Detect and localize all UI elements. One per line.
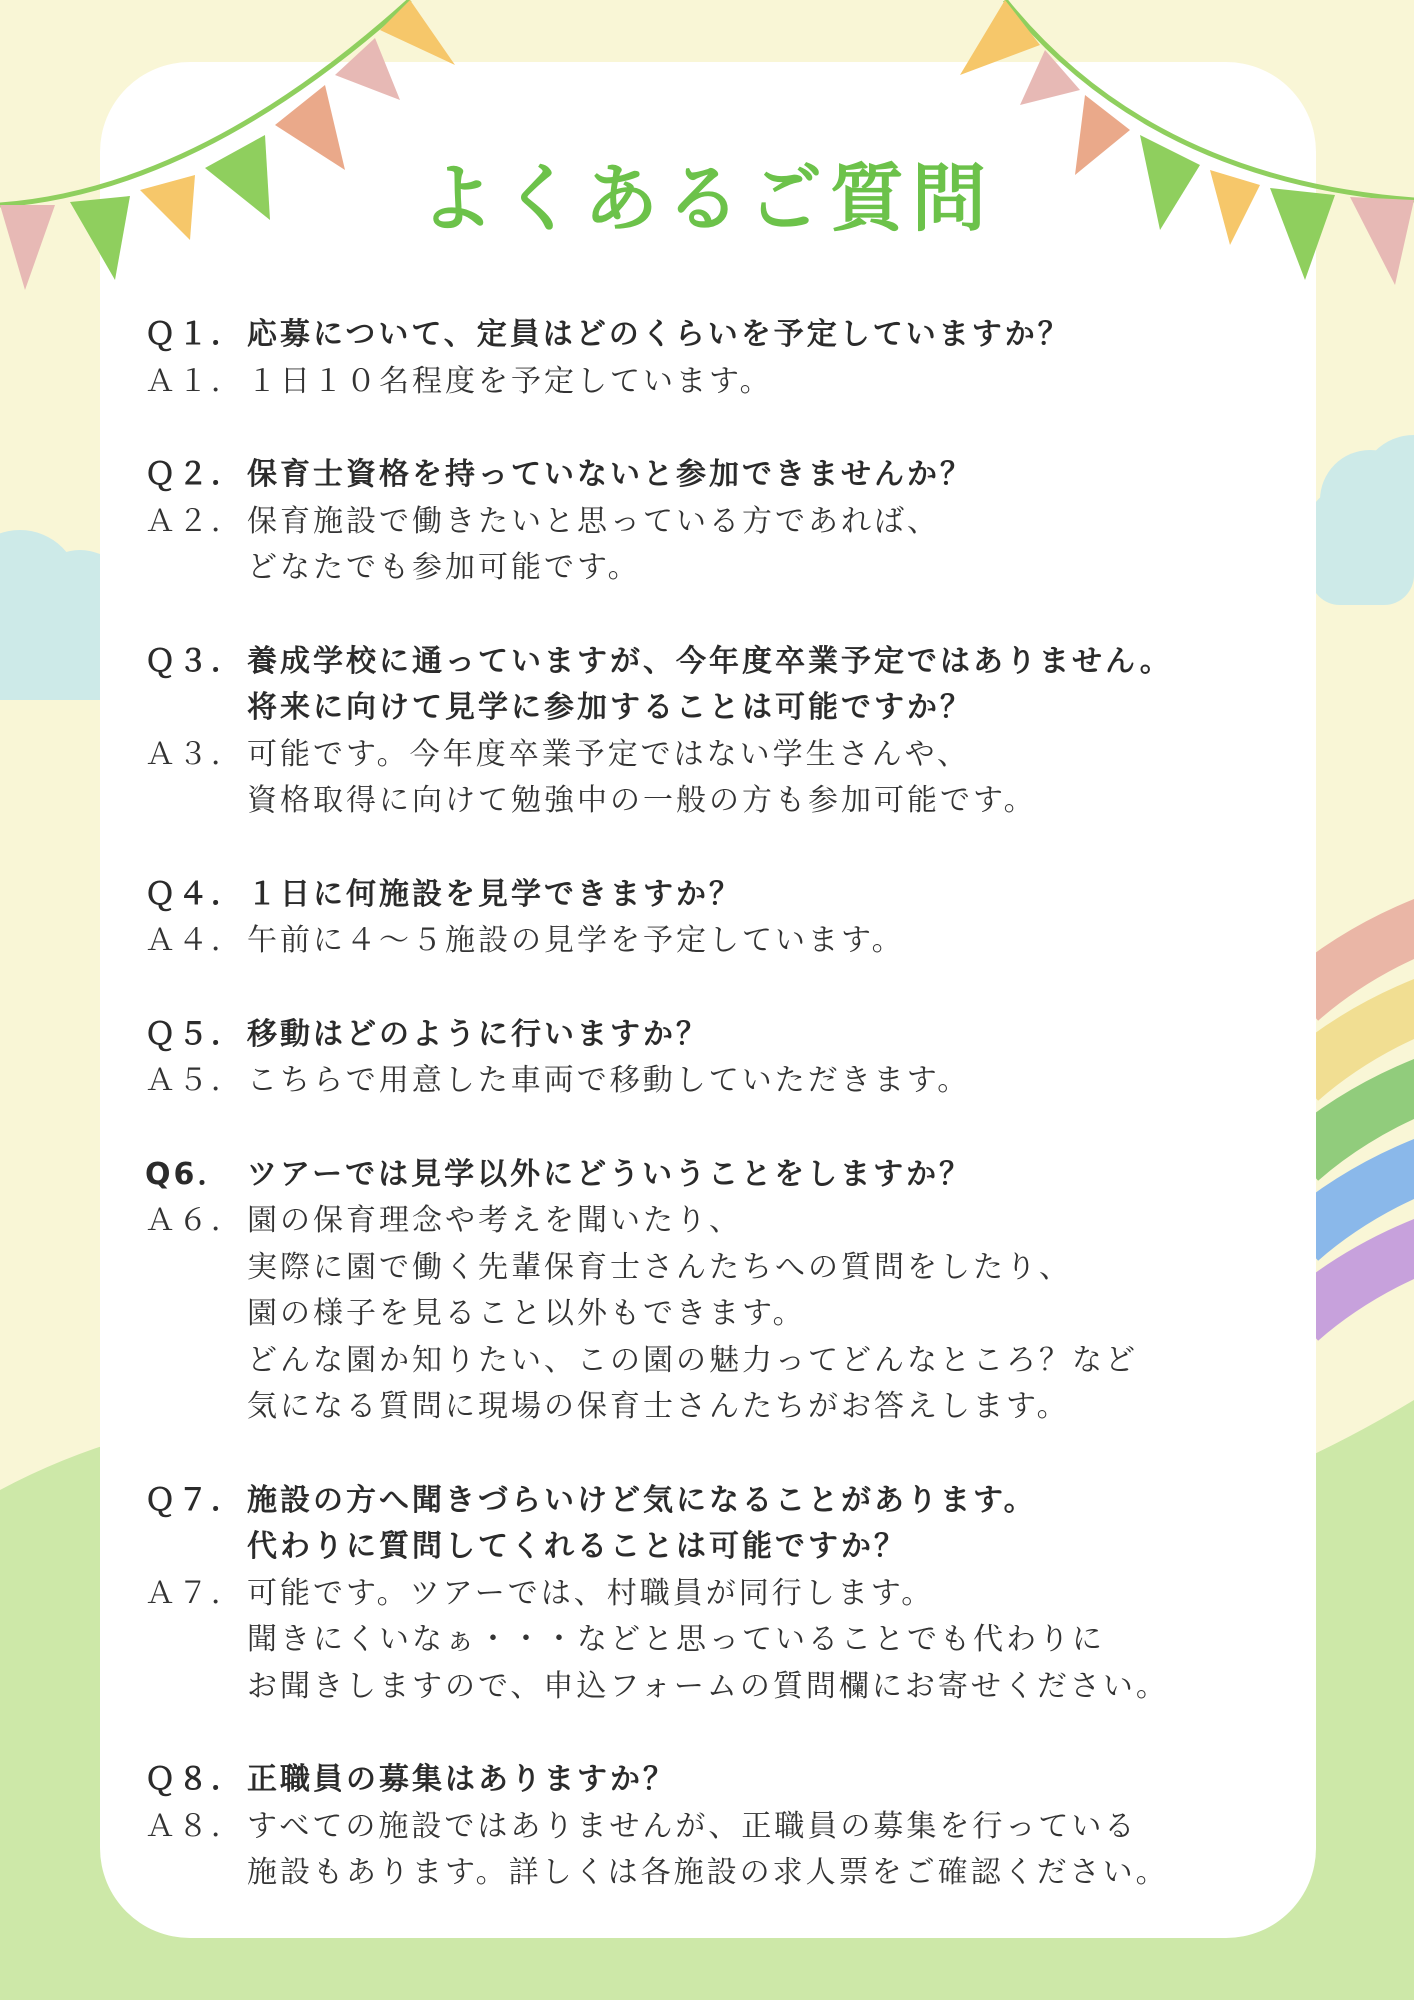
answer-label — [145, 1245, 247, 1292]
answer-line — [145, 1058, 1265, 1105]
answer-text: お聞きしますので、申込フォームの質問欄にお寄せください。 — [247, 1668, 1169, 1704]
answer-line — [145, 1338, 1265, 1385]
answer-line — [145, 545, 1265, 592]
question-line — [145, 1478, 1265, 1525]
answer-text: 聞きにくいなぁ・・・などと思っていることでも代わりに — [247, 1622, 1105, 1657]
faq-item — [145, 312, 1265, 405]
answer-line — [145, 1384, 1265, 1431]
faq-item — [145, 452, 1265, 592]
answer-line — [145, 1664, 1265, 1711]
question-label: Ｑ３． — [145, 643, 244, 679]
answer-line — [145, 1291, 1265, 1338]
question-text: 施設の方へ聞きづらいけど気になることがあります。 — [247, 1482, 1037, 1518]
answer-text: 資格取得に向けて勉強中の一般の方も参加可能です。 — [247, 783, 1037, 818]
answer-label — [145, 1384, 247, 1431]
question-label: Ｑ７． — [145, 1482, 244, 1518]
answer-line — [145, 1571, 1265, 1618]
answer-text: 気になる質問に現場の保育士さんたちがお答えします。 — [247, 1389, 1070, 1424]
question-text: 代わりに質問してくれることは可能ですか？ — [247, 1529, 907, 1564]
answer-text: 可能です。今年度卒業予定ではない学生さんや、 — [247, 736, 970, 772]
answer-text: 施設もあります。詳しくは各施設の求人票をご確認ください。 — [247, 1855, 1169, 1890]
question-text: 正職員の募集はありますか？ — [247, 1762, 676, 1797]
answer-line — [145, 1617, 1265, 1664]
answer-text: 実際に園で働く先輩保育士さんたちへの質問をしたり、 — [247, 1249, 1072, 1285]
question-text: 将来に向けて見学に参加することは可能ですか？ — [247, 690, 973, 725]
answer-line — [145, 1850, 1265, 1897]
answer-text: どなたでも参加可能です。 — [247, 550, 641, 585]
question-label — [145, 685, 247, 732]
answer-label — [145, 1617, 247, 1664]
question-text: ツアーでは見学以外にどういうことをしますか？ — [247, 1156, 973, 1192]
answer-label — [145, 778, 247, 825]
question-label — [145, 1524, 247, 1571]
answer-label: Ａ４． — [145, 923, 244, 958]
answer-line — [145, 732, 1265, 779]
question-label: Ｑ４． — [145, 876, 244, 912]
rainbow — [1300, 900, 1414, 1320]
question-line — [145, 1152, 1265, 1199]
answer-label — [145, 1291, 247, 1338]
answer-label: Ａ８． — [145, 1808, 244, 1844]
answer-label: Ａ７． — [145, 1575, 244, 1611]
answer-text: すべての施設ではありませんが、正職員の募集を行っている — [247, 1808, 1138, 1844]
answer-text: 園の様子を見ること以外もできます。 — [247, 1296, 806, 1331]
answer-text: どんな園か知りたい、この園の魅力ってどんなところ？など — [247, 1342, 1138, 1378]
answer-label — [145, 1338, 247, 1385]
question-line — [145, 452, 1265, 499]
answer-text: こちらで用意した車両で移動していただきます。 — [247, 1063, 971, 1098]
question-label: Ｑ５． — [145, 1016, 244, 1052]
question-label: Ｑ８． — [145, 1762, 244, 1797]
answer-text: 午前に４～５施設の見学を予定しています。 — [247, 923, 905, 958]
question-text: １日に何施設を見学できますか？ — [247, 876, 742, 912]
answer-label: Ａ６． — [145, 1203, 244, 1238]
answer-line — [145, 1245, 1265, 1292]
faq-item — [145, 1012, 1265, 1105]
answer-label — [145, 545, 247, 592]
answer-text: 保育施設で働きたいと思っている方であれば、 — [247, 503, 940, 539]
answer-text: 可能です。ツアーでは、村職員が同行します。 — [247, 1575, 935, 1611]
question-label: Ｑ１． — [145, 317, 244, 352]
answer-label: Ａ１． — [145, 363, 244, 399]
answer-line — [145, 359, 1265, 406]
question-line — [145, 685, 1265, 732]
answer-label: Ａ５． — [145, 1063, 244, 1098]
answer-label: Ａ２． — [145, 503, 244, 539]
answer-line — [145, 778, 1265, 825]
faq-item — [145, 1152, 1265, 1431]
answer-label — [145, 1850, 247, 1897]
answer-text: １日１０名程度を予定しています。 — [247, 363, 773, 399]
question-line — [145, 312, 1265, 359]
question-text: 保育士資格を持っていないと参加できませんか？ — [247, 457, 973, 492]
answer-label: Ａ３． — [145, 736, 244, 772]
right-cloud — [1310, 435, 1414, 605]
answer-line — [145, 918, 1265, 965]
answer-line — [145, 1198, 1265, 1245]
question-text: 移動はどのように行いますか？ — [247, 1016, 709, 1052]
question-line — [145, 1012, 1265, 1059]
question-line — [145, 639, 1265, 686]
faq-item — [145, 639, 1265, 825]
answer-text: 園の保育理念や考えを聞いたり、 — [247, 1203, 742, 1238]
faq-item — [145, 1757, 1265, 1897]
faq-list — [145, 312, 1265, 1944]
question-line — [145, 872, 1265, 919]
answer-label — [145, 1664, 247, 1711]
question-label: Ｑ２． — [145, 457, 244, 492]
faq-item — [145, 1478, 1265, 1711]
answer-line — [145, 499, 1265, 546]
question-line — [145, 1757, 1265, 1804]
page-title: よくあるご質問 — [420, 156, 994, 242]
faq-item — [145, 872, 1265, 965]
answer-line — [145, 1804, 1265, 1851]
question-text: 応募について、定員はどのくらいを予定していますか？ — [247, 317, 1071, 352]
question-label: Q6． — [145, 1156, 231, 1192]
question-line — [145, 1524, 1265, 1571]
question-text: 養成学校に通っていますが、今年度卒業予定ではありません。 — [247, 643, 1173, 679]
